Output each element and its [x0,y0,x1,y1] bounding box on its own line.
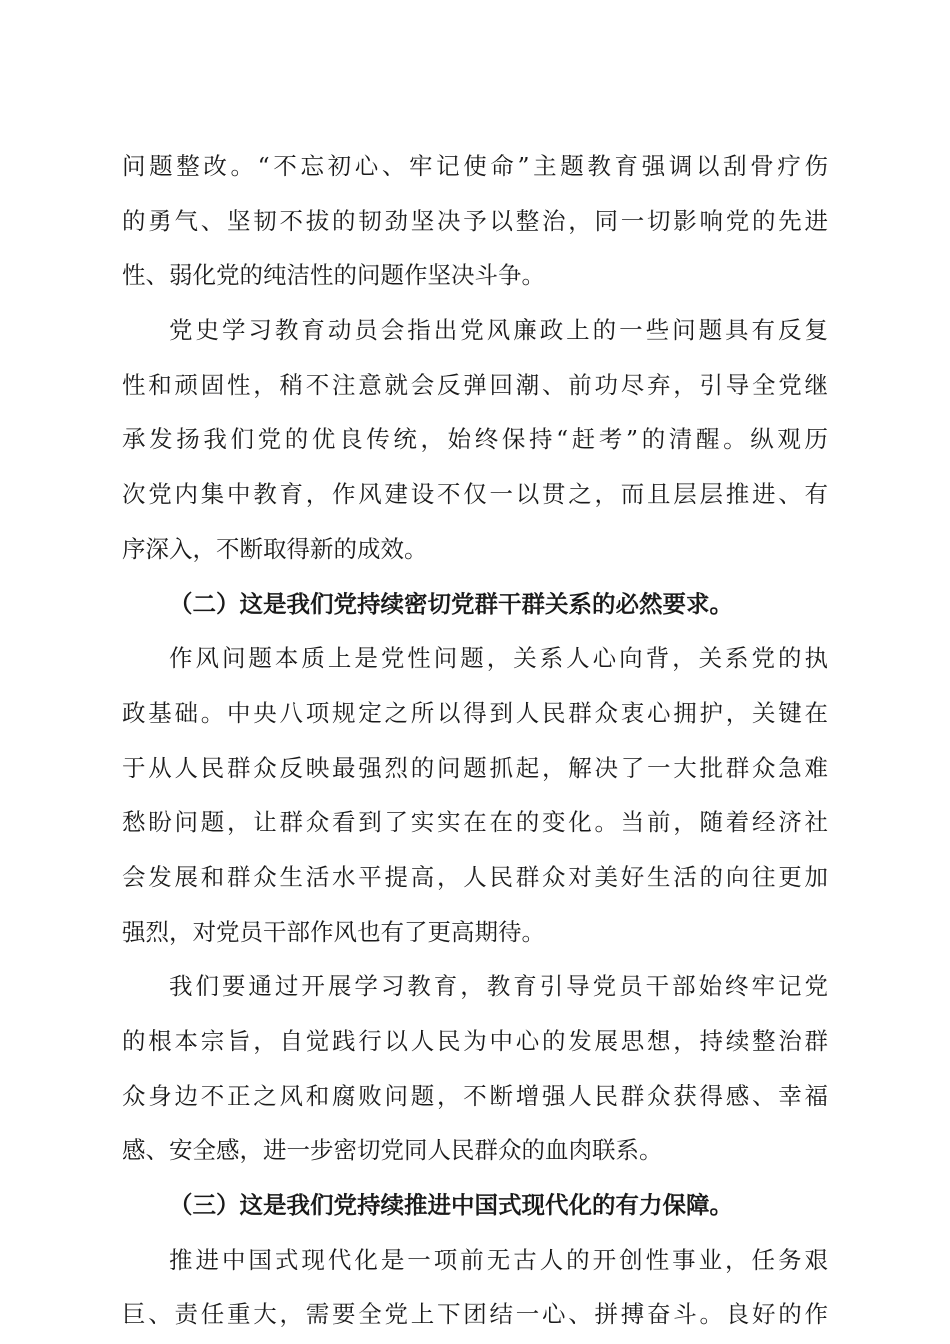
text-line: 作风问题本质上是党性问题，关系人心向背，关系党的执 [169,644,828,673]
text-line: 推进中国式现代化是一项前无古人的开创性事业，任务艰 [169,1245,828,1274]
text-line: 于从人民群众反映最强烈的问题抓起，解决了一大批群众急难 [122,753,828,782]
text-line: 性、弱化党的纯洁性的问题作坚决斗争。 [122,261,545,290]
text-line: 次党内集中教育，作风建设不仅一以贯之，而且层层推进、有 [122,480,828,509]
text-line: 我们要通过开展学习教育，教育引导党员干部始终牢记党 [169,972,828,1001]
text-line: 党史学习教育动员会指出党风廉政上的一些问题具有反复 [169,316,828,345]
text-line: 的根本宗旨，自觉践行以人民为中心的发展思想，持续整治群 [122,1027,828,1055]
text-line: 会发展和群众生活水平提高，人民群众对美好生活的向往更加 [122,862,828,891]
text-line: 性和顽固性，稍不注意就会反弹回潮、前功尽弃，引导全党继 [122,370,828,399]
section-heading: （二）这是我们党持续密切党群干群关系的必然要求。 [169,589,733,618]
text-line: 承发扬我们党的优良传统，始终保持“赶考”的清醒。纵观历 [122,425,828,454]
text-line: 愁盼问题，让群众看到了实实在在的变化。当前，随着经济社 [122,808,828,837]
text-line: 政基础。中央八项规定之所以得到人民群众衷心拥护，关键在 [122,698,828,727]
text-line: 巨、责任重大，需要全党上下团结一心、拼搏奋斗。良好的作 [122,1300,828,1329]
text-line: 序深入，不断取得新的成效。 [122,534,428,563]
text-line: 的勇气、坚韧不拔的韧劲坚决予以整治，同一切影响党的先进 [122,206,828,235]
text-line: 问题整改。“不忘初心、牢记使命”主题教育强调以刮骨疗伤 [122,152,828,180]
text-line: 感、安全感，进一步密切党同人民群众的血肉联系。 [122,1136,663,1165]
text-line: 强烈，对党员干部作风也有了更高期待。 [122,917,545,946]
text-line: 众身边不正之风和腐败问题，不断增强人民群众获得感、幸福 [122,1081,828,1110]
document-body [122,139,828,1342]
section-heading: （三）这是我们党持续推进中国式现代化的有力保障。 [169,1191,733,1220]
